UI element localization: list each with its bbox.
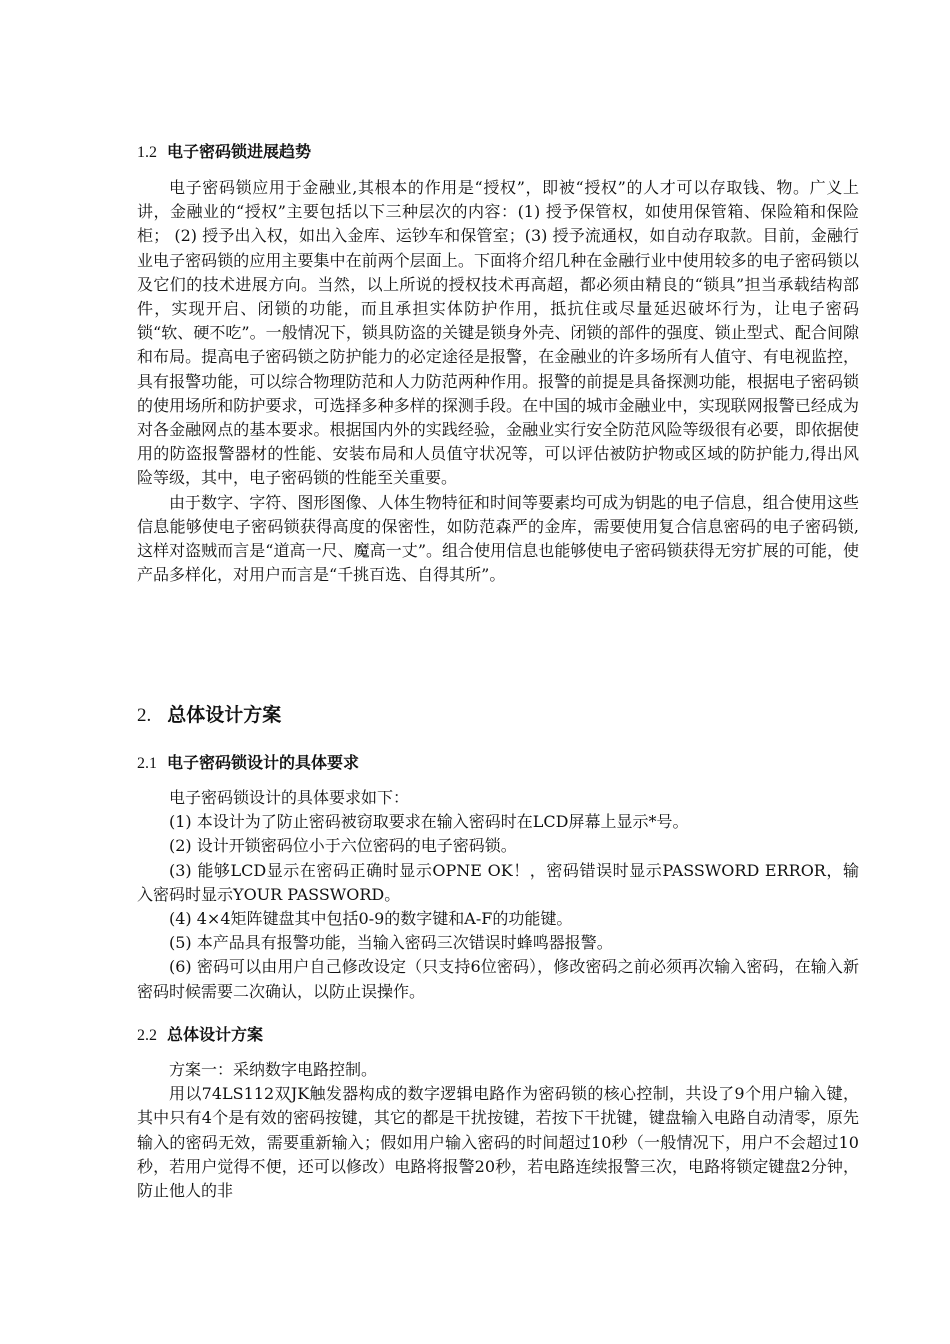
- paragraph: 电子密码锁设计的具体要求如下：: [169, 788, 410, 807]
- section-number: 2.1: [137, 755, 157, 772]
- section-title: 总体设计方案: [167, 1025, 264, 1044]
- section-1-2-body: [137, 176, 859, 587]
- section-number: 2.2: [137, 1027, 157, 1044]
- paragraph: 方案一：采纳数字电路控制。: [169, 1060, 378, 1079]
- paragraph: 用以74LS112双JK触发器构成的数字逻辑电路作为密码锁的核心控制，共设了9个用户输入键，其中只有4个是有效的密码按键，其它的都是干扰按键，若按下干扰键，键盘输入电路自动清零，原先输入的密码无效，需要重新输入；假如用户输入密码的时间超过10秒（一般情况下，用户不会超过10秒，若用户觉得不便，还可以修改）电路将报警20秒，若电路连续报警三次，电路将锁定键盘2分钟，防止他人的非: [137, 1084, 859, 1201]
- section-title: 电子密码锁进展趋势: [167, 142, 312, 161]
- list-item: (2) 设计开锁密码位小于六位密码的电子密码锁。: [169, 836, 517, 856]
- list-item: (5) 本产品具有报警功能，当输入密码三次错误时蜂鸣器报警。: [169, 933, 613, 953]
- section-2-1-heading: [137, 750, 359, 773]
- paragraph: 电子密码锁应用于金融业,其根本的作用是“授权”，即被“授权”的人才可以存取钱、物。广义上讲，金融业的“授权”主要包括以下三种层次的内容：(1) 授予保管权，如使用保管箱、保险箱和保险柜； (2) 授予出入权，如出入金库、运钞车和保管室；(3) 授予流通权，如自动存取款。目前，金融行业电子密码锁的应用主要集中在前两个层面上。下面将介绍几种在金融行业中使用较多的电子密码锁以及它们的技术进展方向。当然，以上所说的授权技术再高超，都必须由精良的“锁具”担当承载结构部件，实现开启、闭锁的功能，而且承担实体防护作用，抵抗住或尽量延迟破坏行为，让电子密码锁“软、硬不吃”。一般情况下，锁具防盗的关键是锁身外壳、闭锁的部件的强度、锁止型式、配合间隙和布局。提高电子密码锁之防护能力的必定途径是报警，在金融业的许多场所有人值守、有电视监控，具有报警功能，可以综合物理防范和人力防范两种作用。报警的前提是具备探测功能，根据电子密码锁的使用场所和防护要求，可选择多种多样的探测手段。在中国的城市金融业中，实现联网报警已经成为对各金融网点的基本要求。根据国内外的实践经验，金融业实行安全防范风险等级很有必要，即依据使用的防盗报警器材的性能、安装布局和人员值守状况等，可以评估被防护物或区域的防护能力,得出风险等级，其中，电子密码锁的性能至关重要。: [137, 178, 859, 488]
- section-2-2-heading: [137, 1022, 263, 1045]
- list-item: (6) 密码可以由用户自己修改设定（只支持6位密码），修改密码之前必须再次输入密码，在输入新密码时候需要二次确认，以防止误操作。: [137, 957, 859, 1001]
- paragraph: 由于数字、字符、图形图像、人体生物特征和时间等要素均可成为钥匙的电子信息，组合使用这些信息能够使电子密码锁获得高度的保密性，如防范森严的金库，需要使用复合信息密码的电子密码锁,这样对盗贼而言是“道高一尺、魔高一丈”。组合使用信息也能够使电子密码锁获得无穷扩展的可能，使产品多样化，对用户而言是“千挑百选、自得其所”。: [137, 492, 859, 585]
- section-2-2-body: [137, 1058, 859, 1203]
- section-title: 总体设计方案: [167, 704, 282, 726]
- section-number: 2.: [137, 705, 152, 726]
- list-item: (3) 能够LCD显示在密码正确时显示OPNE OK！，密码错误时显示PASSWORD ERROR，输入密码时显示YOUR PASSWORD。: [137, 860, 859, 904]
- section-1-2-heading: [137, 139, 311, 162]
- section-2-1-body: [137, 786, 859, 1004]
- list-item: (4) 4×4矩阵键盘其中包括0-9的数字键和A-F的功能键。: [169, 909, 573, 929]
- section-title: 电子密码锁设计的具体要求: [167, 753, 360, 772]
- section-2-heading: [137, 700, 281, 727]
- list-item: (1) 本设计为了防止密码被窃取要求在输入密码时在LCD屏幕上显示*号。: [169, 812, 689, 832]
- section-number: 1.2: [137, 144, 157, 161]
